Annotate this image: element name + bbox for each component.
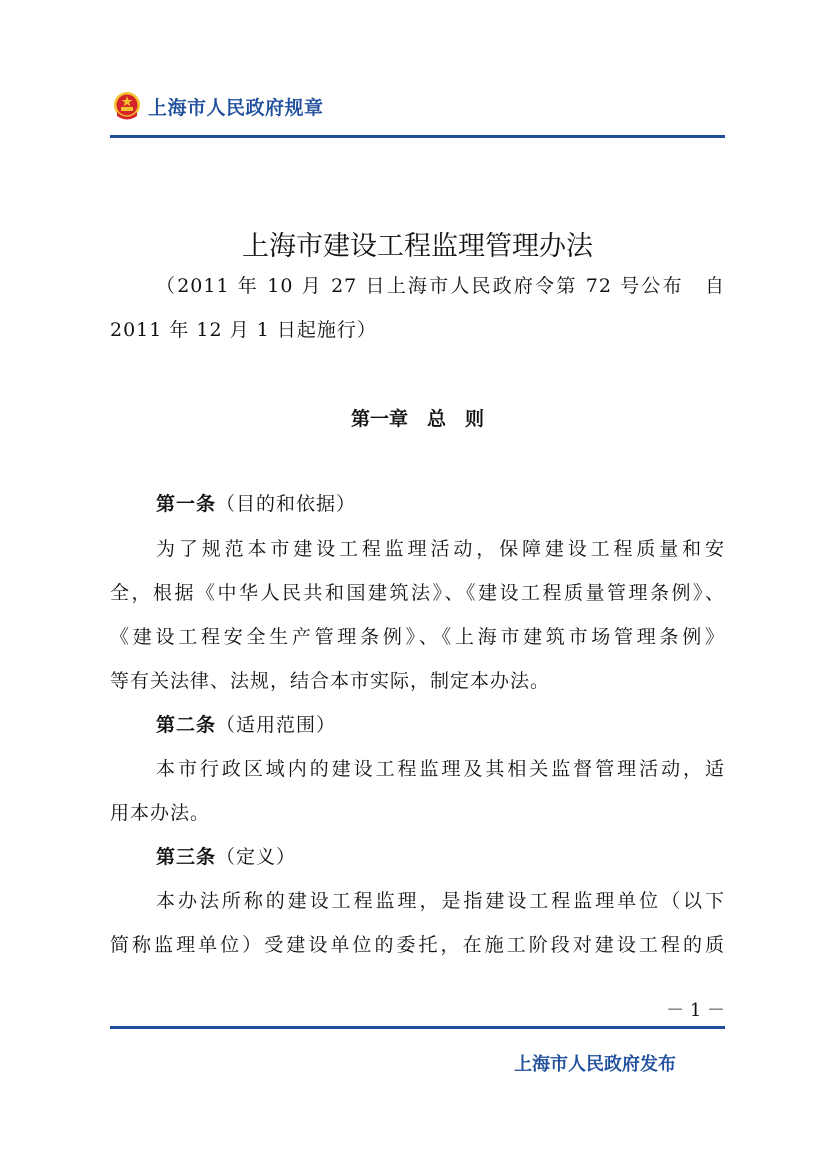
article-2-topic: （适用范围） [216,714,337,736]
chapter-title: 第一章 总 则 [350,408,484,430]
header-title: 上海市人民政府规章 [148,97,324,119]
article-2-line-1: 本市行政区域内的建设工程监理及其相关监督管理活动，适 [156,758,725,780]
promulgation-line-2: 2011 年 12 月 1 日起施行） [110,319,377,341]
article-3-heading [110,843,725,871]
page-number: － 1 － [666,1000,725,1021]
article-3-line-1: 本办法所称的建设工程监理，是指建设工程监理单位（以下 [156,890,725,912]
article-3-line-2: 简称监理单位）受建设单位的委托，在施工阶段对建设工程的质 [110,934,725,956]
article-1-number: 第一条 [156,493,217,515]
article-2-heading [110,711,725,739]
national-emblem-icon [112,90,142,122]
article-2-line-2: 用本办法。 [110,802,211,824]
article-1-topic: （目的和依据） [216,493,357,515]
article-1-line-1: 为了规范本市建设工程监理活动，保障建设工程质量和安 [156,538,725,560]
page-header [110,86,725,126]
promulgation-line-1: （2011 年 10 月 27 日上海市人民政府令第 72 号公布 自 [156,275,725,297]
article-1-heading [110,490,725,518]
document-title: 上海市建设工程监理管理办法 [242,231,593,262]
header-divider [110,135,725,138]
footer-divider [110,1026,725,1029]
article-3-number: 第三条 [156,846,217,868]
footer-publisher: 上海市人民政府发布 [514,1054,676,1075]
article-1-line-3: 《建设工程安全生产管理条例》、《上海市建筑市场管理条例》 [110,626,725,648]
article-3-topic: （定义） [216,846,297,868]
article-1-line-2: 全，根据《中华人民共和国建筑法》、《建设工程质量管理条例》、 [110,582,725,604]
article-2-number: 第二条 [156,714,217,736]
article-1-line-4: 等有关法律、法规，结合本市实际，制定本办法。 [110,670,551,692]
